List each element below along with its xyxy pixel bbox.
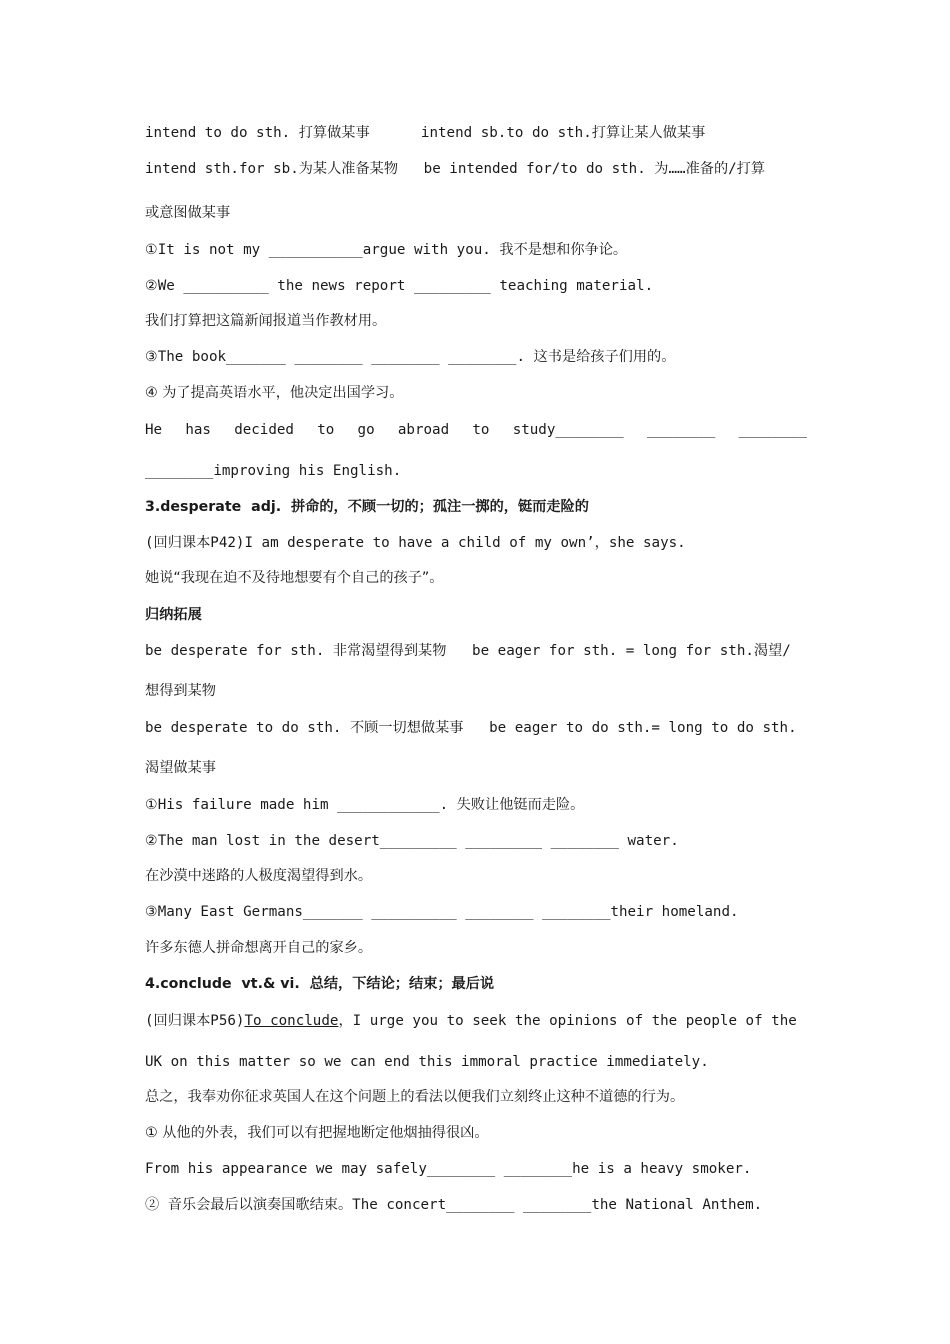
- summary-heading: 归纳拓展: [145, 607, 202, 623]
- textbook-translation-1: 她说“我现在迫不及待地想要有个自己的孩子”。: [145, 570, 444, 586]
- word: ________: [646, 422, 716, 438]
- underlined-phrase: To conclude: [244, 1013, 339, 1029]
- word: to: [472, 422, 490, 438]
- exercise-3: ③The book_______ ________ ________ ________. 这书是给孩子们用的。: [145, 349, 676, 365]
- conclude-exercise-1-prompt: ① 从他的外表，我们可以有把握地断定他烟抽得很凶。: [145, 1125, 489, 1141]
- text-line-3: 或意图做某事: [145, 205, 231, 221]
- exercise-4-prompt: ④ 为了提高英语水平，他决定出国学习。: [145, 385, 404, 401]
- exercise-2: ②We __________ the news report _________ teaching material.: [145, 278, 654, 294]
- textbook-quote-2: [145, 1012, 797, 1030]
- word: He: [145, 422, 163, 438]
- desperate-translation-2: 在沙漠中迷路的人极度渴望得到水。: [145, 868, 373, 884]
- exercise-1: ①It is not my ___________argue with you. 我不是想和你争论。: [145, 242, 628, 258]
- quote-rest: ，I urge you to seek the opinions of the people of the: [338, 1013, 797, 1029]
- exercise-4-sentence: [145, 421, 807, 439]
- desperate-translation-3: 许多东德人拼命想离开自己的家乡。: [145, 940, 373, 956]
- usage-line-1-continued: 想得到某物: [145, 683, 216, 699]
- section-heading-conclude: 4.conclude vt.& vi. 总结，下结论；结束；最后说: [145, 976, 495, 992]
- conclude-exercise-2: ② 音乐会最后以演奏国歌结束。The concert________ ________the National Anthem.: [145, 1197, 763, 1213]
- usage-line-2-continued: 渴望做某事: [145, 760, 216, 776]
- text-line-1: intend to do sth. 打算做某事 intend sb.to do sth.打算让某人做某事: [145, 125, 706, 141]
- word: to: [317, 422, 335, 438]
- textbook-quote-1: (回归课本P42)I am desperate to have a child of my own’，she says.: [145, 535, 686, 551]
- word: abroad: [397, 422, 450, 438]
- desperate-exercise-1: ①His failure made him ____________. 失败让他铤而走险。: [145, 797, 585, 813]
- conclude-exercise-1: From his appearance we may safely________ ________he is a heavy smoker.: [145, 1161, 752, 1177]
- usage-line-1: be desperate for sth. 非常渴望得到某物 be eager for sth. = long for sth.渴望/: [145, 643, 791, 659]
- text-line-2: intend sth.for sb.为某人准备某物 be intended for/to do sth. 为……准备的/打算: [145, 161, 766, 177]
- usage-line-2: be desperate to do sth. 不顾一切想做某事 be eager to do sth.= long to do sth.: [145, 720, 797, 736]
- word: decided: [234, 422, 294, 438]
- translation-2: 我们打算把这篇新闻报道当作教材用。: [145, 313, 387, 329]
- word: study________: [512, 422, 624, 438]
- desperate-exercise-3: ③Many East Germans_______ __________ ________ ________their homeland.: [145, 904, 739, 920]
- textbook-translation-2: 总之，我奉劝你征求英国人在这个问题上的看法以便我们立刻终止这种不道德的行为。: [145, 1089, 685, 1105]
- desperate-exercise-2: ②The man lost in the desert_________ _________ ________ water.: [145, 833, 679, 849]
- exercise-4-continued: ________improving his English.: [145, 463, 402, 479]
- word: ________: [738, 422, 807, 438]
- word: go: [357, 422, 375, 438]
- quote-prefix: (回归课本P56): [145, 1013, 245, 1029]
- word: has: [185, 422, 211, 438]
- section-heading-desperate: 3.desperate adj. 拼命的，不顾一切的；孤注一掷的，铤而走险的: [145, 499, 589, 515]
- textbook-quote-2-continued: UK on this matter so we can end this immoral practice immediately.: [145, 1054, 709, 1070]
